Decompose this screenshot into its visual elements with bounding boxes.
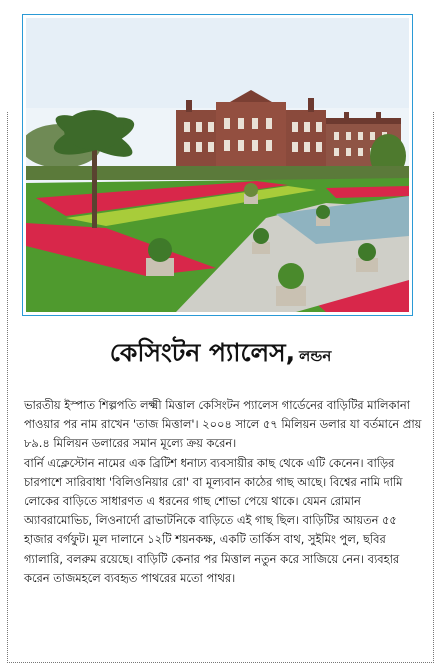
article-headline	[0, 333, 441, 376]
back-hedge	[26, 166, 409, 180]
column-border-bottom	[7, 662, 434, 663]
column-border-right	[433, 112, 434, 663]
sky-upper	[26, 18, 409, 108]
article-body	[24, 396, 423, 588]
palace-garden-photo	[26, 18, 409, 312]
flower-bed-far	[326, 186, 409, 198]
palace-photo-frame	[22, 14, 413, 316]
palm-trunk	[92, 138, 97, 228]
headline-location: লন্ডন	[299, 347, 332, 365]
palace-east-roof	[326, 118, 401, 124]
article-paragraph-2: বার্নি এক্লেস্টোন নামের এক ব্রিটিশ ধনাঢ্য ব্যবসায়ীর কাছ থেকে এটি কেনেন। বাড়ির চারপাশে সারিবাধা 'বিলিওনিয়ার রো' বা মূল্যবান কাঠের গাছ আছে। বিশ্বের নামি দামি লোকের বাড়িতে সাধারণত এ ধরনের গাছ শোভা পেয়ে থাকে। যেমন রোমান অ্যাবরামোভিচ, লিওনার্দো ব্রাভাটনিকে বাড়িতে এই গাছ ছিল। বাড়িটির আয়তন ৫৫ হাজার বর্গফুট। মূল দালানে ১২টি শয়নকক্ষ, একটি তার্কিস বাথ, সুইমিং পুল, ছবির গ্যালারি, বলরুম রয়েছে। বাড়িটি কেনার পর মিত্তাল নতুন করে সাজিয়ে নেন। ব্যবহার করেন তাজমহলে ব্যবহৃত পাথরের মতো পাথর।	[24, 455, 403, 585]
column-border-left	[7, 112, 8, 663]
headline-main: কেসিংটন প্যালেস,	[109, 338, 296, 367]
palace-center-block	[216, 102, 286, 172]
article-paragraph-1: ভারতীয় ইস্পাত শিল্পপতি লক্ষ্মী মিত্তাল কেসিংটন প্যালেস গার্ডেনের বাড়িটির মালিকানা পাওয়ার পর নাম রাখেন 'তাজ মিত্তাল'। ২০০৪ সালে ৫৭ মিলিয়ন ডলার যা বর্তমানে প্রায় ৮৯.৪ মিলিয়ন ডলারের সমান মূল্যে ক্রয় করেন।	[24, 398, 422, 451]
